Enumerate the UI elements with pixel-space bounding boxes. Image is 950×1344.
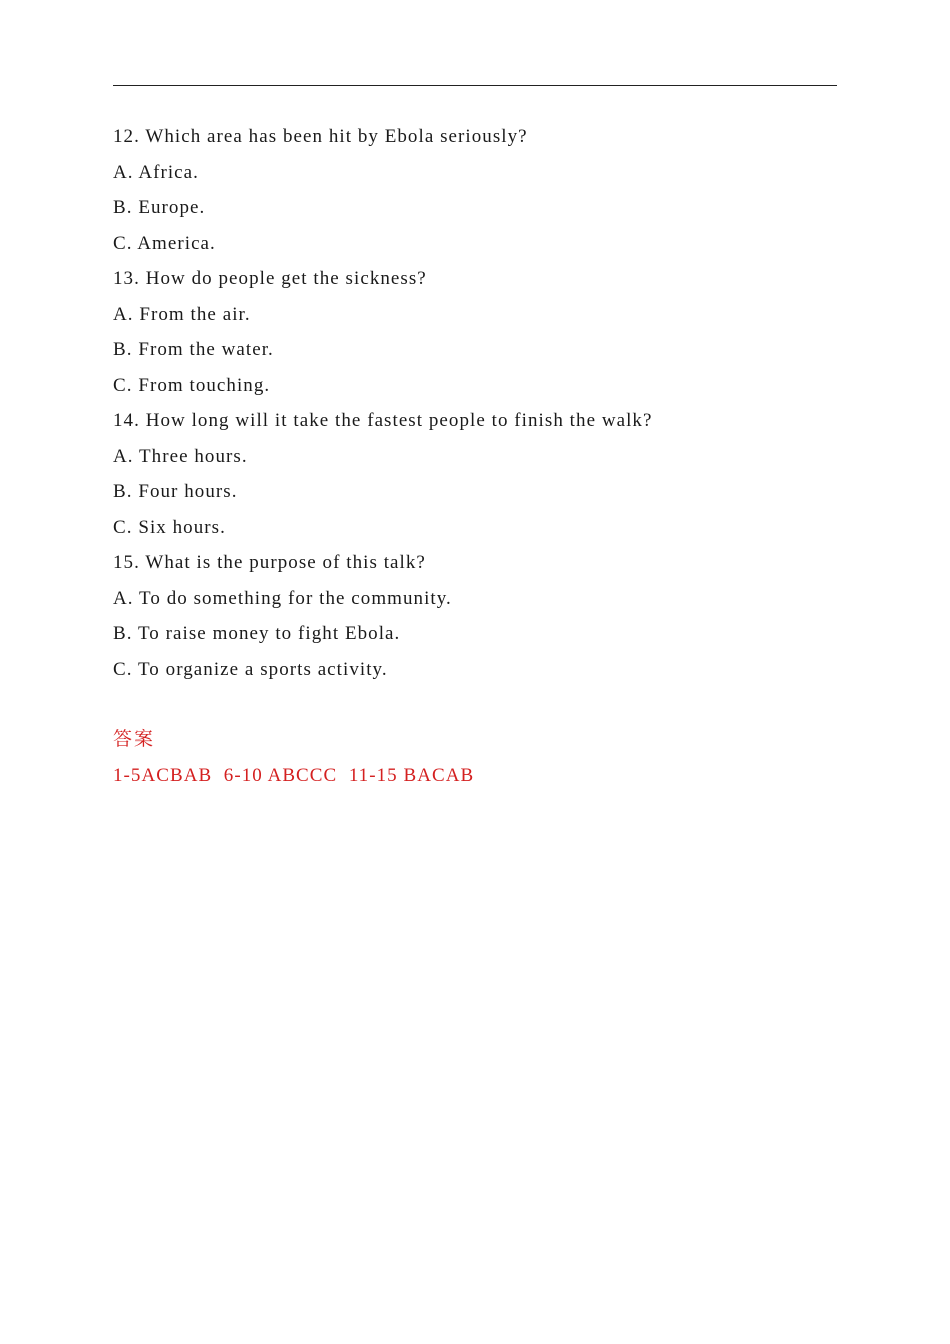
question-12: [113, 119, 837, 261]
question-15: [113, 545, 837, 687]
option-a: A. Africa.: [113, 161, 199, 183]
option-b: B. To raise money to fight Ebola.: [113, 623, 401, 644]
answer-key: 1-5ACBAB 6-10 ABCCC 11-15 BACAB: [113, 764, 475, 786]
option-c: C. Six hours.: [113, 516, 226, 538]
header-rule: [113, 85, 837, 86]
question-14: [113, 403, 837, 545]
option-a: A. From the air.: [113, 303, 251, 325]
option-b: B. Europe.: [113, 197, 206, 218]
option-a: A. Three hours.: [113, 445, 248, 467]
answer-heading: 答案: [113, 728, 156, 750]
option-b: B. From the water.: [113, 339, 274, 360]
option-c: C. America.: [113, 232, 216, 254]
question-stem: 14. How long will it take the fastest people to finish the walk?: [113, 410, 653, 431]
question-stem: 12. Which area has been hit by Ebola seriously?: [113, 126, 528, 147]
question-stem: 13. How do people get the sickness?: [113, 268, 427, 289]
option-a: A. To do something for the community.: [113, 587, 452, 609]
question-stem: 15. What is the purpose of this talk?: [113, 552, 426, 573]
option-c: C. To organize a sports activity.: [113, 658, 388, 680]
answer-section: [113, 722, 837, 793]
question-13: [113, 261, 837, 403]
question-list: [113, 119, 837, 687]
option-c: C. From touching.: [113, 374, 271, 396]
option-b: B. Four hours.: [113, 481, 238, 502]
